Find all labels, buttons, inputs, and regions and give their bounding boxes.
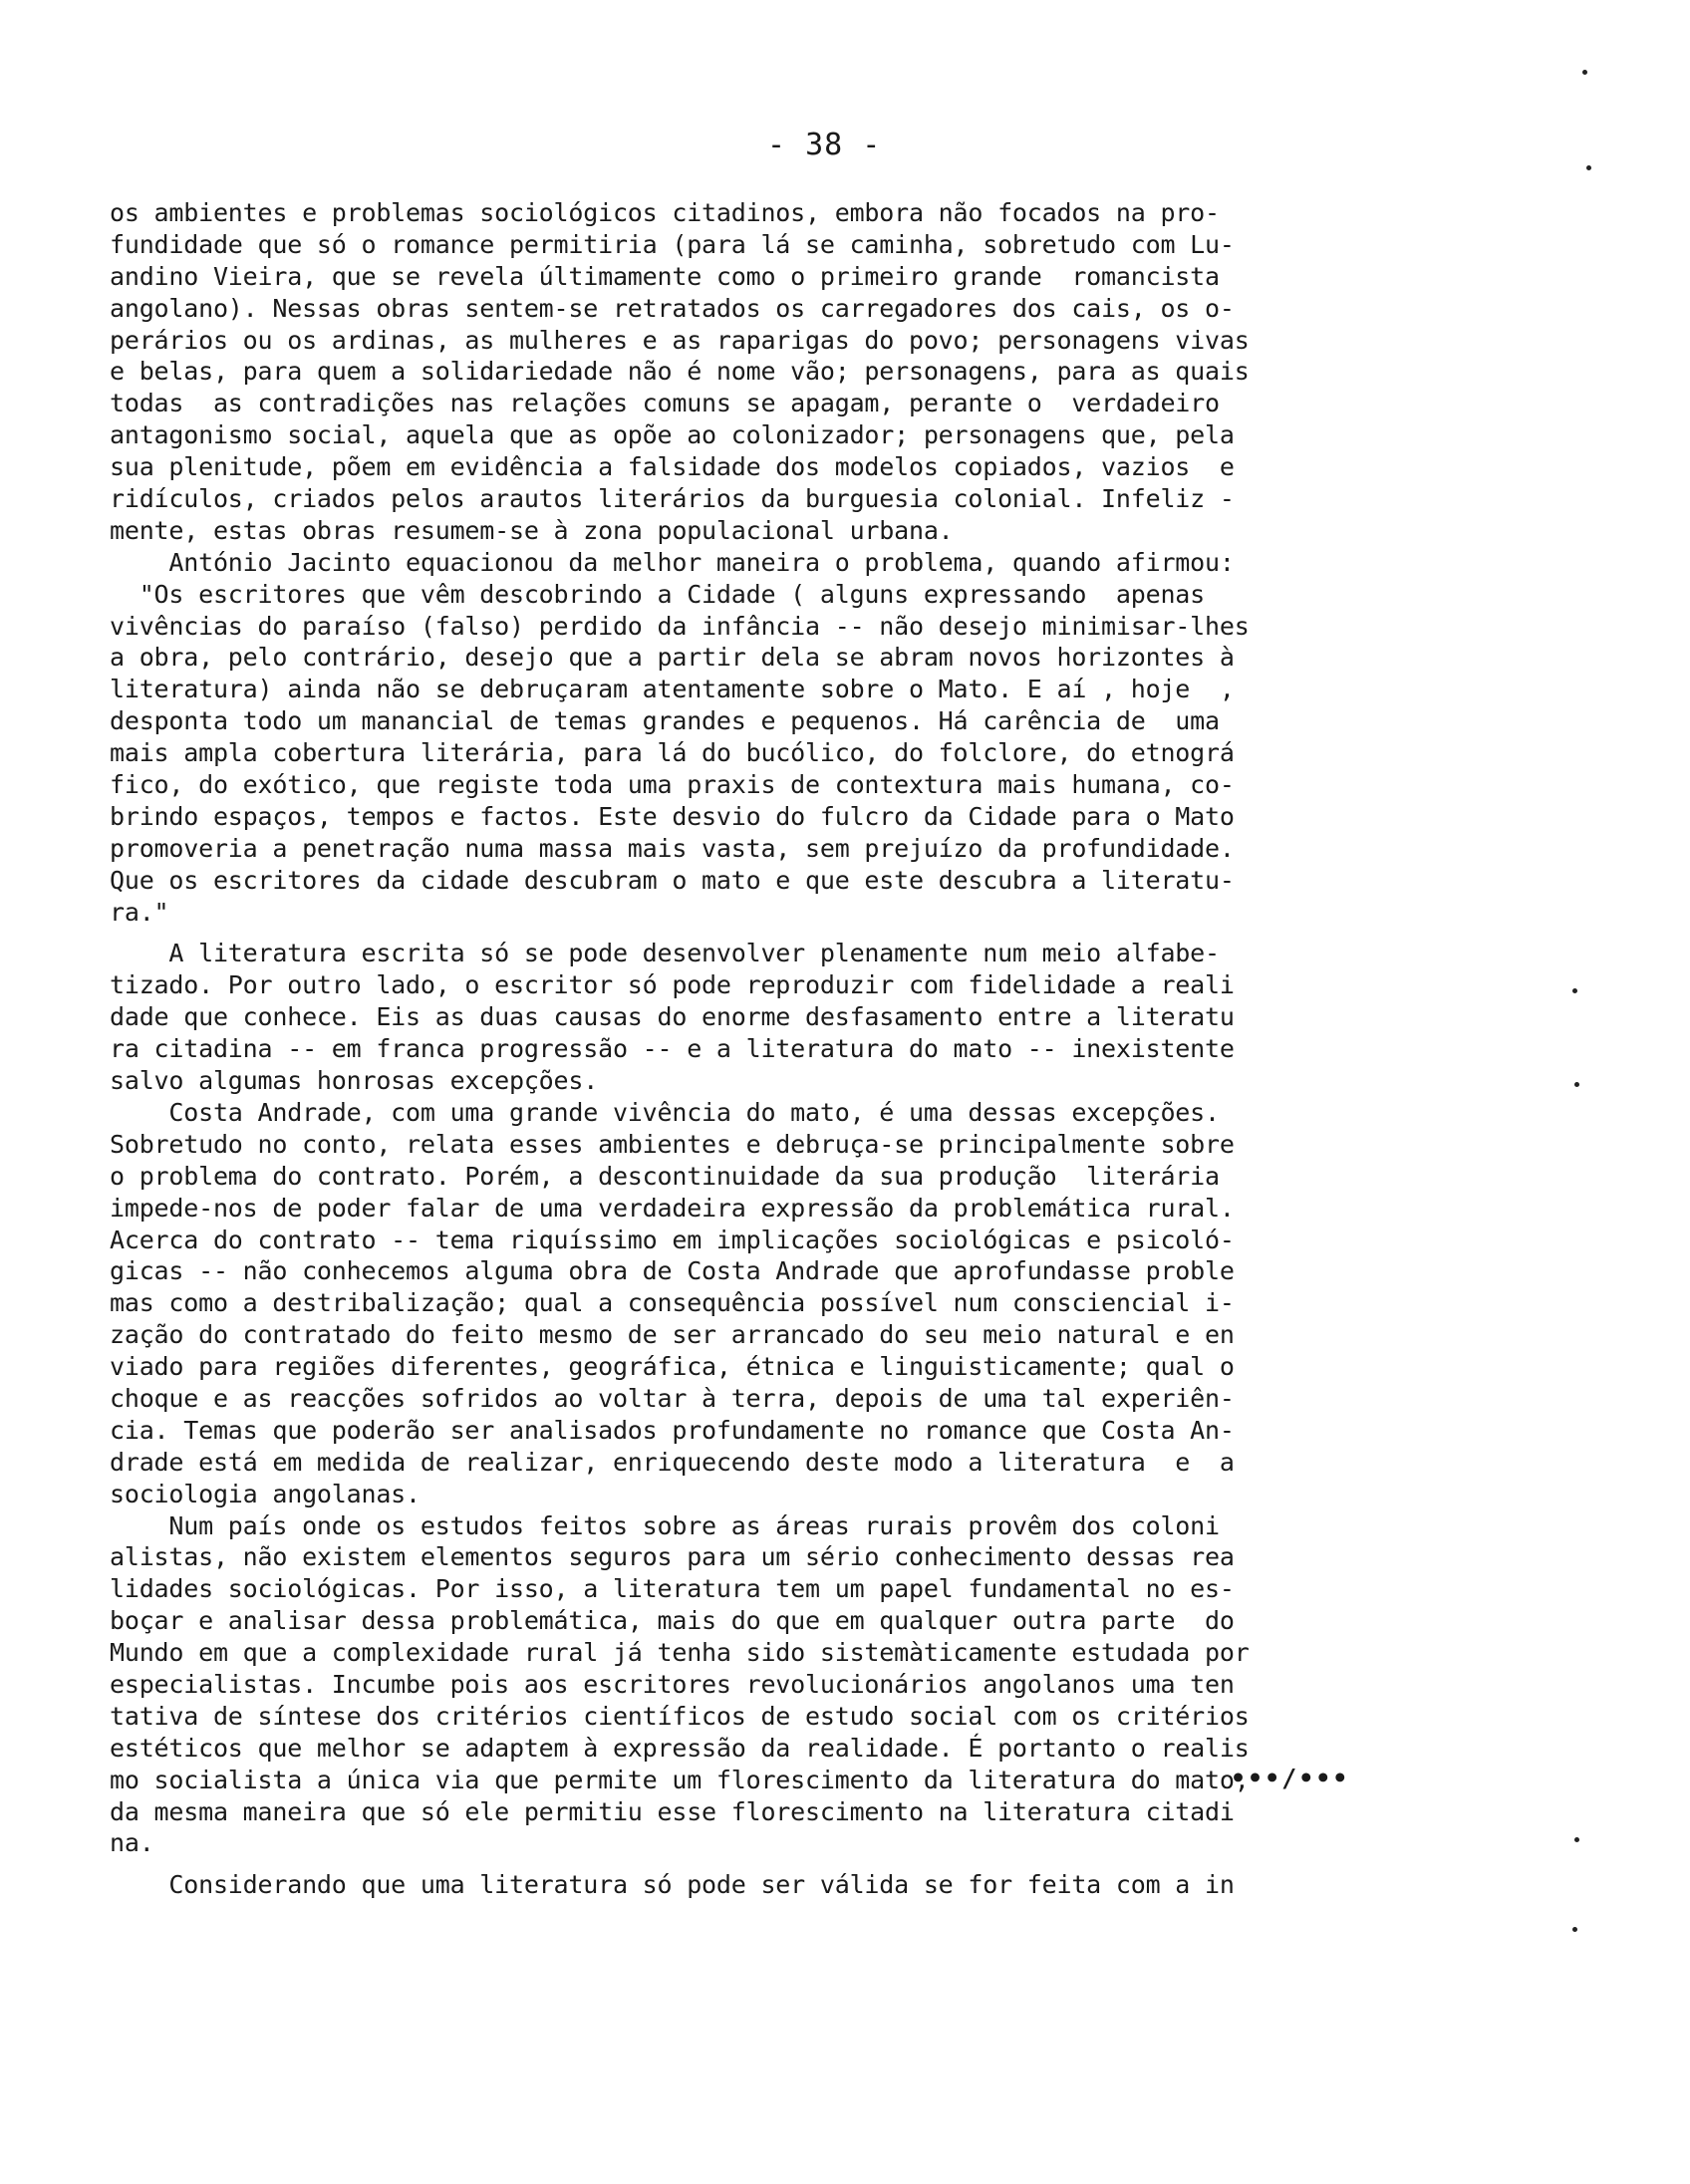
text-line: ra citadina -- em franca progressão -- e a literatura do mato -- inexistente: [110, 1034, 1235, 1064]
text-line: desponta todo um manancial de temas grandes e pequenos. Há carência de uma: [110, 706, 1220, 736]
text-line: o problema do contrato. Porém, a descontinuidade da sua produção literária: [110, 1161, 1220, 1191]
text-line: fundidade que só o romance permitiria (para lá se caminha, sobretudo com Lu-: [110, 229, 1235, 259]
text-line: Mundo em que a complexidade rural já tenha sido sistemàticamente estudada por: [110, 1638, 1250, 1668]
text-line: "Os escritores que vêm descobrindo a Cidade ( alguns expressando apenas: [110, 579, 1205, 609]
text-line: especialistas. Incumbe pois aos escritores revolucionários angolanos uma ten: [110, 1669, 1235, 1699]
text-line: lidades sociológicas. Por isso, a literatura tem um papel fundamental no es-: [110, 1574, 1235, 1604]
text-line: Considerando que uma literatura só pode ser válida se for feita com a in: [110, 1870, 1235, 1900]
text-line: andino Vieira, que se revela últimamente como o primeiro grande romancista: [110, 261, 1220, 291]
text-line: brindo espaços, tempos e factos. Este desvio do fulcro da Cidade para o Mato: [110, 801, 1235, 831]
text-line: ridículos, criados pelos arautos literários da burguesia colonial. Infeliz -: [110, 484, 1235, 514]
text-line: Sobretudo no conto, relata esses ambientes e debruça-se principalmente sobre: [110, 1129, 1235, 1159]
margin-dot: [1574, 1082, 1579, 1087]
margin-dot: [1572, 988, 1577, 993]
text-line: dade que conhece. Eis as duas causas do enorme desfasamento entre a literatu: [110, 1002, 1235, 1032]
text-line: estéticos que melhor se adaptem à expressão da realidade. É portanto o realis: [110, 1733, 1250, 1763]
text-line: Costa Andrade, com uma grande vivência do mato, é uma dessas excepções.: [110, 1097, 1220, 1127]
text-line: todas as contradições nas relações comuns se apagam, perante o verdadeiro: [110, 389, 1220, 418]
text-line: os ambientes e problemas sociológicos citadinos, embora não focados na pro-: [110, 198, 1220, 227]
text-line: mo socialista a única via que permite um florescimento da literatura do mato,: [110, 1765, 1250, 1794]
text-line: choque e as reacções sofridos ao voltar à terra, depois de uma tal experiên-: [110, 1383, 1235, 1413]
text-line: gicas -- não conhecemos alguma obra de Costa Andrade que aprofundasse proble: [110, 1256, 1235, 1286]
text-line: Acerca do contrato -- tema riquíssimo em implicações sociológicas e psicoló-: [110, 1225, 1235, 1254]
text-line: promoveria a penetração numa massa mais vasta, sem prejuízo da profundidade.: [110, 833, 1235, 863]
text-line: a obra, pelo contrário, desejo que a partir dela se abram novos horizontes à: [110, 643, 1235, 673]
text-line: mente, estas obras resumem-se à zona populacional urbana.: [110, 515, 954, 545]
text-line: [110, 1859, 1365, 1869]
text-line: cia. Temas que poderão ser analisados profundamente no romance que Costa An-: [110, 1415, 1235, 1445]
margin-dot: [1582, 70, 1587, 75]
text-line: na.: [110, 1828, 154, 1858]
text-line: alistas, não existem elementos seguros para um sério conhecimento dessas rea: [110, 1542, 1235, 1572]
text-line: sua plenitude, põem em evidência a falsidade dos modelos copiados, vazios e: [110, 452, 1235, 482]
page-number: - 38 -: [767, 128, 882, 162]
text-line: perários ou os ardinas, as mulheres e as raparigas do povo; personagens vivas: [110, 325, 1250, 355]
text-line: sociologia angolanas.: [110, 1479, 421, 1508]
text-line: mais ampla cobertura literária, para lá do bucólico, do folclore, do etnográ: [110, 738, 1235, 768]
text-line: fico, do exótico, que registe toda uma praxis de contextura mais humana, co-: [110, 770, 1235, 800]
margin-dot: [1572, 1927, 1577, 1932]
text-line: tizado. Por outro lado, o escritor só pode reproduzir com fidelidade a reali: [110, 970, 1235, 1000]
text-line: Que os escritores da cidade descubram o mato e que este descubra a literatu-: [110, 865, 1235, 895]
text-line: tativa de síntese dos critérios científicos de estudo social com os critérios: [110, 1701, 1250, 1731]
text-line: vivências do paraíso (falso) perdido da infância -- não desejo minimisar-lhes: [110, 611, 1250, 641]
text-line: [110, 928, 1365, 938]
text-line: impede-nos de poder falar de uma verdadeira expressão da problemática rural.: [110, 1193, 1235, 1223]
text-line: A literatura escrita só se pode desenvolver plenamente num meio alfabe-: [110, 939, 1220, 968]
text-line: drade está em medida de realizar, enriquecendo deste modo a literatura e a: [110, 1447, 1235, 1477]
text-line: angolano). Nessas obras sentem-se retratados os carregadores dos cais, os o-: [110, 293, 1235, 323]
text-line: António Jacinto equacionou da melhor maneira o problema, quando afirmou:: [110, 547, 1235, 577]
text-line: ra.": [110, 897, 169, 927]
text-line: mas como a destribalização; qual a consequência possível num consciencial i-: [110, 1288, 1235, 1318]
margin-dot: [1574, 1837, 1579, 1842]
text-line: da mesma maneira que só ele permitiu esse florescimento na literatura citadi: [110, 1796, 1235, 1826]
text-line: Num país onde os estudos feitos sobre as áreas rurais provêm dos coloni: [110, 1510, 1220, 1540]
text-line: boçar e analisar dessa problemática, mais do que em qualquer outra parte do: [110, 1606, 1235, 1636]
margin-dot: [1586, 165, 1591, 170]
text-line: antagonismo social, aquela que as opõe ao colonizador; personagens que, pela: [110, 420, 1235, 450]
text-line: salvo algumas honrosas excepções.: [110, 1066, 599, 1096]
text-line: viado para regiões diferentes, geográfica, étnica e linguisticamente; qual o: [110, 1352, 1235, 1382]
continuation-mark: •••/•••: [1231, 1764, 1350, 1792]
text-line: literatura) ainda não se debruçaram atentamente sobre o Mato. E aí , hoje ,: [110, 675, 1235, 704]
document-body: [110, 197, 1365, 1901]
text-line: zação do contratado do feito mesmo de ser arrancado do seu meio natural e en: [110, 1320, 1235, 1350]
text-line: e belas, para quem a solidariedade não é nome vão; personagens, para as quais: [110, 357, 1250, 387]
